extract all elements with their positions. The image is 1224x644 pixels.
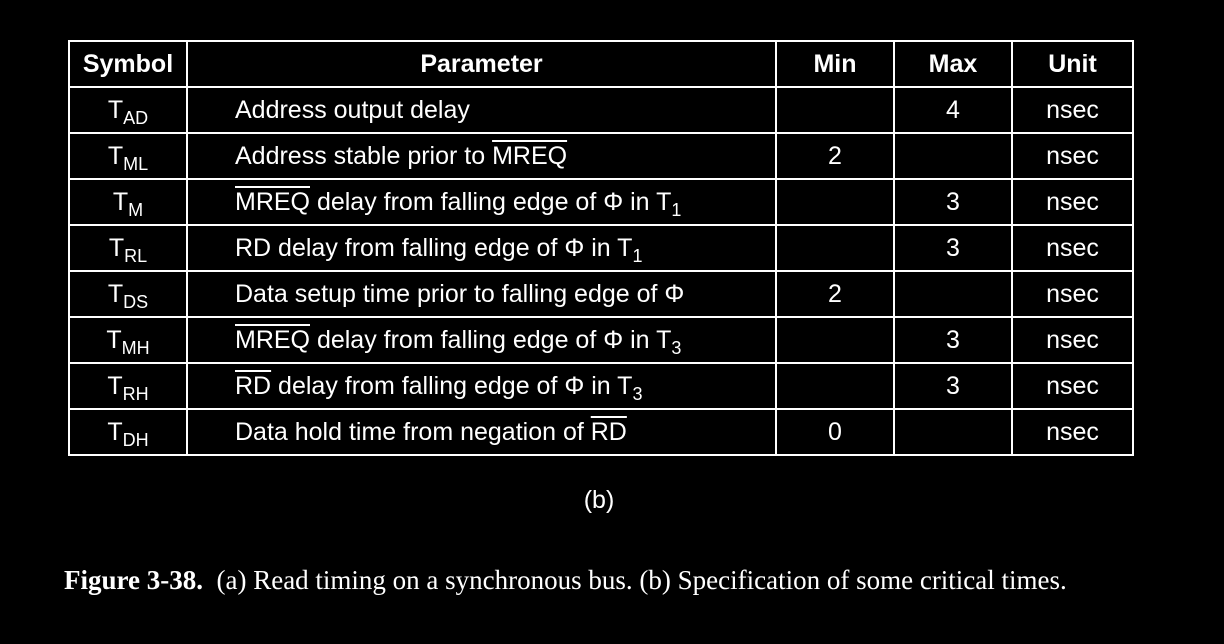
- symbol-cell: [69, 317, 187, 363]
- parameter-subscript: 1: [671, 200, 682, 220]
- unit-cell: nsec: [1012, 133, 1133, 179]
- symbol-cell: [69, 363, 187, 409]
- parameter-cell: [187, 363, 776, 409]
- parameter-cell: [187, 179, 776, 225]
- table-body: [69, 87, 1133, 455]
- subfigure-label: (b): [583, 486, 615, 514]
- min-cell: 2: [776, 271, 894, 317]
- parameter-cell: [187, 271, 776, 317]
- max-cell: [894, 271, 1012, 317]
- table-row: [69, 317, 1133, 363]
- overlined-signal: $\overline{RD}$: [590, 418, 627, 446]
- overlined-signal: MREQ: [235, 188, 310, 216]
- symbol-subscript: RL: [124, 246, 148, 266]
- symbol-subscript: M: [128, 200, 144, 220]
- symbol-subscript: RH: [122, 384, 149, 404]
- max-cell: 3: [894, 225, 1012, 271]
- symbol-base: T: [106, 326, 122, 354]
- table-row: [69, 409, 1133, 455]
- header-max: Max: [894, 41, 1012, 87]
- parameter-text: RD delay from falling edge of Φ in T: [235, 234, 633, 262]
- max-cell: [894, 133, 1012, 179]
- unit-cell: nsec: [1012, 87, 1133, 133]
- min-cell: [776, 179, 894, 225]
- symbol-base: T: [107, 372, 123, 400]
- symbol-base: T: [112, 188, 129, 216]
- min-cell: 2: [776, 133, 894, 179]
- unit-cell: nsec: [1012, 363, 1133, 409]
- min-cell: [776, 317, 894, 363]
- table-header-row: [69, 41, 1133, 87]
- parameter-cell: [187, 409, 776, 455]
- symbol-base: T: [107, 280, 124, 308]
- header-min: Min: [776, 41, 894, 87]
- parameter-subscript: 3: [671, 338, 682, 358]
- unit-cell: nsec: [1012, 225, 1133, 271]
- parameter-text: delay from falling edge of Φ in T: [271, 372, 633, 400]
- symbol-subscript: DS: [123, 292, 149, 312]
- overlined-signal: MREQ: [235, 326, 310, 354]
- parameter-cell: [187, 133, 776, 179]
- unit-cell: nsec: [1012, 409, 1133, 455]
- parameter-text: Data hold time from negation of: [235, 418, 591, 446]
- max-cell: 3: [894, 179, 1012, 225]
- min-cell: [776, 225, 894, 271]
- table-row: [69, 225, 1133, 271]
- figure-caption-text: (a) Read timing on a synchronous bus. (b) Specification of some critical times.: [216, 565, 1067, 595]
- parameter-text: Address output delay: [235, 96, 470, 124]
- parameter-cell: [187, 317, 776, 363]
- header-parameter: Parameter: [187, 41, 776, 87]
- symbol-subscript: DH: [122, 430, 149, 450]
- table-row: [69, 87, 1133, 133]
- symbol-subscript: MH: [121, 338, 150, 358]
- parameter-cell: [187, 87, 776, 133]
- figure-caption-label: Figure 3-38.: [64, 565, 203, 595]
- header-symbol: Symbol: [69, 41, 187, 87]
- symbol-cell: [69, 271, 187, 317]
- min-cell: 0: [776, 409, 894, 455]
- symbol-base: T: [107, 418, 123, 446]
- max-cell: 3: [894, 363, 1012, 409]
- symbol-cell: [69, 133, 187, 179]
- parameter-text: delay from falling edge of Φ in T: [310, 188, 672, 216]
- min-cell: [776, 363, 894, 409]
- symbol-cell: [69, 409, 187, 455]
- table-row: [69, 179, 1133, 225]
- parameter-text: Data setup time prior to falling edge of Φ: [235, 280, 685, 308]
- parameter-cell: [187, 225, 776, 271]
- header-unit: Unit: [1012, 41, 1133, 87]
- symbol-subscript: AD: [123, 108, 149, 128]
- symbol-cell: [69, 225, 187, 271]
- table-row: [69, 363, 1133, 409]
- parameter-subscript: 3: [632, 384, 643, 404]
- max-cell: 4: [894, 87, 1012, 133]
- timing-spec-table: [68, 40, 1134, 456]
- parameter-text: delay from falling edge of Φ in T: [310, 326, 672, 354]
- max-cell: [894, 409, 1012, 455]
- overlined-signal: $\overline{RD}$: [235, 372, 272, 400]
- figure-caption: [64, 562, 1084, 598]
- overlined-signal: MREQ: [492, 142, 568, 170]
- parameter-subscript: 1: [632, 246, 643, 266]
- unit-cell: nsec: [1012, 179, 1133, 225]
- symbol-base: T: [107, 96, 124, 124]
- table-row: [69, 133, 1133, 179]
- symbol-subscript: ML: [123, 154, 149, 174]
- table-row: [69, 271, 1133, 317]
- symbol-cell: [69, 179, 187, 225]
- symbol-base: T: [108, 234, 125, 262]
- symbol-cell: [69, 87, 187, 133]
- parameter-text: Address stable prior to: [235, 142, 493, 170]
- min-cell: [776, 87, 894, 133]
- max-cell: 3: [894, 317, 1012, 363]
- unit-cell: nsec: [1012, 271, 1133, 317]
- unit-cell: nsec: [1012, 317, 1133, 363]
- symbol-base: T: [107, 142, 124, 170]
